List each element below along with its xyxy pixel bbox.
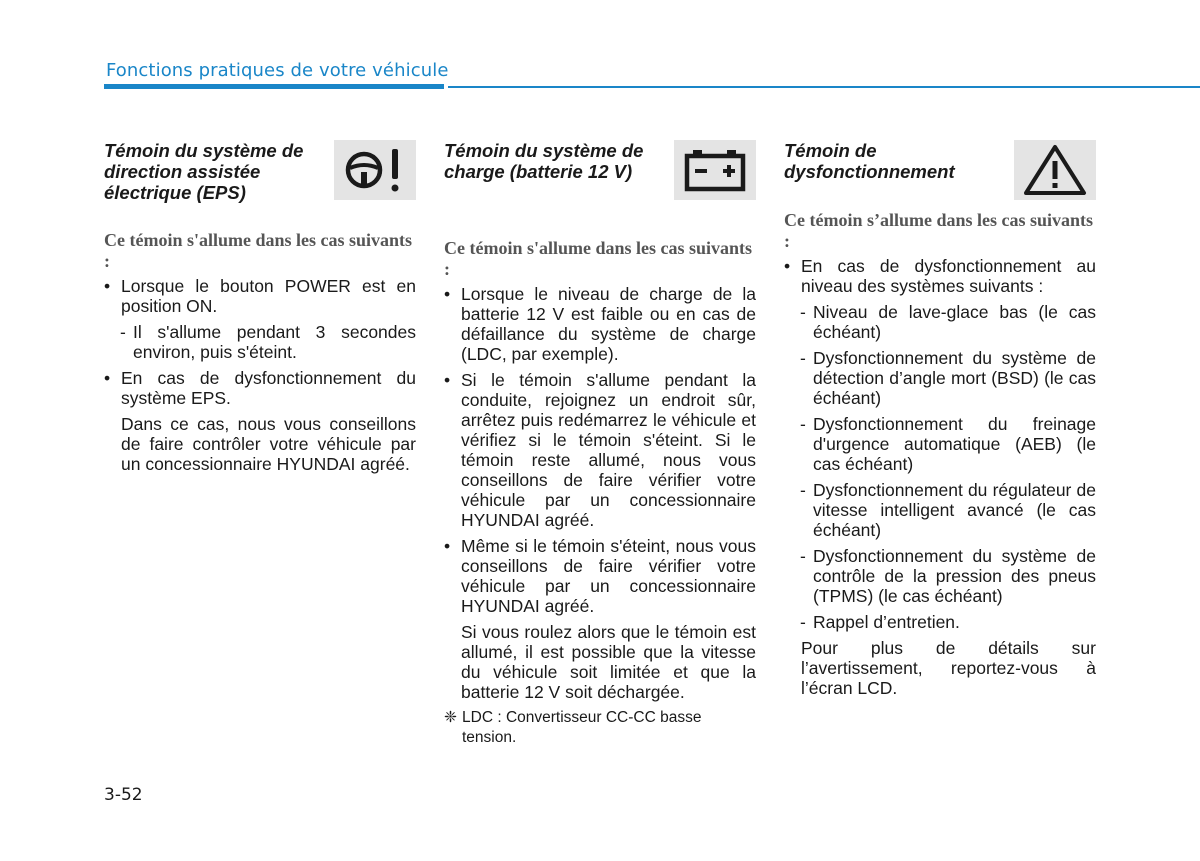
footnote-definition: Convertisseur CC-CC basse tension. (462, 709, 702, 746)
list-item: - Dysfonctionnement du régulateur de vitesse intelligent avancé (le cas échéant) (800, 480, 1096, 540)
charging-section (444, 140, 756, 748)
paragraph: Si vous roulez alors que le témoin est allumé, il est possible que la vitesse du véhicule soit limitée et que la batterie 12 V soit déchargée. (461, 622, 756, 702)
malfunction-section (784, 140, 1096, 704)
paragraph: Dans ce cas, nous vous conseillons de faire contrôler votre véhicule par un concessionnaire HYUNDAI agréé. (121, 414, 416, 474)
list-item: • Lorsque le niveau de charge de la batterie 12 V est faible ou en cas de défaillance du système de charge (LDC, par exemple). (444, 284, 756, 364)
steering-warning-icon (334, 140, 416, 200)
battery-icon (674, 140, 756, 200)
list-item: - Dysfonctionnement du système de contrôle de la pression des pneus (TPMS) (le cas échéant) (800, 546, 1096, 606)
eps-section-title: Témoin du système de direction assistée électrique (EPS) (104, 140, 304, 203)
charging-intro: Ce témoin s'allume dans les cas suivants : (444, 238, 753, 279)
malfunction-section-title: Témoin de dysfonctionnement (784, 140, 955, 182)
list-item: • En cas de dysfonctionnement au niveau des systèmes suivants : (784, 256, 1096, 296)
list-item: - Rappel d’entretien. (800, 612, 960, 632)
footnote-mark: ❈ (444, 709, 457, 726)
header-rule-thick (104, 84, 444, 89)
list-item: • Même si le témoin s'éteint, nous vous conseillons de faire vérifier votre véhicule par un concessionnaire HYUNDAI agréé. (444, 536, 756, 616)
footnote-term: LDC : (462, 709, 502, 726)
eps-intro: Ce témoin s'allume dans les cas suivants : (104, 230, 413, 271)
list-item: • En cas de dysfonctionnement du système EPS. (104, 368, 416, 408)
charging-section-title: Témoin du système de charge (batterie 12 V) (444, 140, 644, 182)
section-header-title: Fonctions pratiques de votre véhicule (106, 60, 449, 81)
list-item: - Il s'allume pendant 3 secondes environ, puis s'éteint. (120, 322, 416, 362)
paragraph: Pour plus de détails sur l’avertissement, reportez-vous à l’écran LCD. (801, 638, 1096, 698)
warning-triangle-icon (1014, 140, 1096, 200)
page-number: 3-52 (104, 785, 143, 805)
header-rule-thin (448, 86, 1200, 88)
footnote (444, 708, 756, 748)
list-item: - Dysfonctionnement du freinage d'urgence automatique (AEB) (le cas échéant) (800, 414, 1096, 474)
list-item: - Dysfonctionnement du système de détection d’angle mort (BSD) (le cas échéant) (800, 348, 1096, 408)
list-item: • Si le témoin s'allume pendant la conduite, rejoignez un endroit sûr, arrêtez puis redémarrez le véhicule et vérifiez si le témoin s'éteint. Si le témoin reste allumé, nous vous conseillons de faire vérifier votre véhicule par un concessionnaire HYUNDAI agréé. (444, 370, 756, 530)
list-item: • Lorsque le bouton POWER est en position ON. (104, 276, 416, 316)
malfunction-intro: Ce témoin s’allume dans les cas suivants : (784, 210, 1094, 251)
eps-section (104, 140, 416, 480)
list-item: - Niveau de lave-glace bas (le cas échéant) (800, 302, 1096, 342)
